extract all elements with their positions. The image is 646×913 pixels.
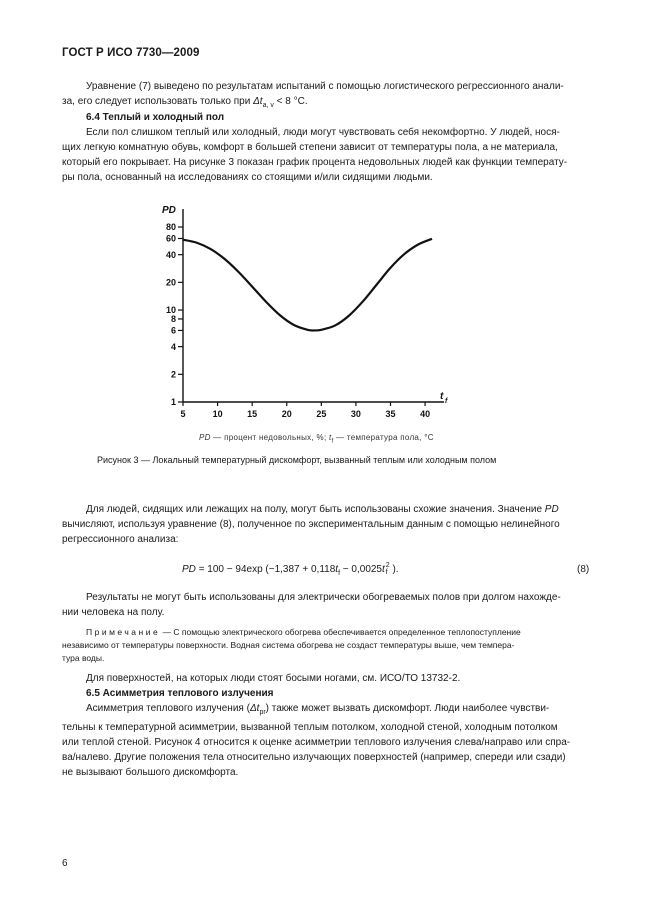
text-line: ва/налево. Другие положения тела относительно излучающих поверхностей (например, спереди или сзади) (62, 752, 566, 763)
text-line: не вызывают большого дискомфорта. (62, 767, 239, 778)
text-line: Примечание — С помощью электрического обогрева обеспечивается определенное теплопоступление (86, 627, 521, 637)
text-line: Результаты не могут быть использованы для электрически обогреваемых полов при долгом нахожде- (86, 592, 561, 603)
section-heading-6-5: 6.5 Асимметрия теплового излучения (86, 688, 274, 699)
document-header: ГОСТ Р ИСО 7730—2009 (62, 47, 200, 59)
x-axis-title: t (440, 391, 444, 402)
x-tick-label: 20 (281, 409, 292, 419)
text-line: щих легкую комнатную обувь, комфорт в большей степени зависит от температуры пола, а не материала, (62, 142, 558, 153)
text-line: или теплой стеной. Рисунок 4 относится к оценке асимметрии теплового излучения слева/направо или спра- (62, 737, 571, 748)
text-line: тельны к температурной асимметрии, вызванной теплым потолком, холодной стеной, холодным потолком (62, 722, 558, 733)
y-tick-label: 60 (165, 233, 176, 244)
paragraph-seated-lying (62, 502, 592, 547)
y-tick-label: 2 (170, 369, 176, 380)
x-tick-label: 35 (385, 409, 396, 419)
x-tick-label: 30 (350, 409, 361, 419)
y-tick-label: 8 (170, 314, 176, 325)
paragraph-electric-heating (62, 590, 592, 620)
text-line: Для людей, сидящих или лежащих на полу, могут быть использованы схожие значения. Значение PD (86, 504, 559, 515)
equation-8: PD = 100 − 94exp ($-1,387 + 0,118t_f - 0,0025t$ 2 f ). (182, 562, 399, 577)
figure-3-chart (150, 196, 470, 428)
y-tick-label: 4 (170, 341, 176, 352)
text-line: независимо от температуры поверхности. Водная система обогрева не создаст температуры выше, чем темпера- (62, 640, 515, 650)
x-tick-label: 40 (420, 409, 431, 419)
text-line: тура воды. (62, 653, 105, 663)
x-tick-label: 10 (212, 409, 223, 419)
y-tick-label: 80 (165, 222, 176, 233)
text-line: нии человека на полу. (62, 607, 165, 618)
y-axis-title: PD (162, 205, 176, 216)
figure-legend: PD — процент недовольных, %; $t_f$ — температура пола, °C (199, 433, 434, 445)
text-line: Если пол слишком теплый или холодный, люди могут чувствовать себя некомфортно. У людей, нося- (86, 127, 560, 138)
page-number: 6 (62, 858, 68, 869)
y-tick-label: 6 (170, 325, 176, 336)
text-line: ры пола, основанный на исследованиях со стоящими и/или сидящими людьми. (62, 172, 433, 183)
text-line: вычисляют, используя уравнение (8), полученное по экспериментальным данным с помощью нелинейного (62, 519, 560, 530)
y-tick-label: 20 (165, 277, 176, 288)
text-line: регрессионного анализа: (62, 534, 179, 545)
x-tick-label: 15 (247, 409, 258, 419)
text-line: Асимметрия теплового излучения $(\Delta t_{pr})$ также может вызвать дискомфорт. Люди наиболее чувстви- (86, 703, 550, 716)
paragraph-equation7-note (62, 79, 592, 113)
y-tick-label: 1 (170, 397, 176, 408)
y-tick-label: 10 (165, 305, 176, 316)
paragraph-barefoot: Для поверхностей, на которых люди стоят босыми ногами, см. ИСО/ТО 13732-2. (86, 673, 461, 684)
equation-number: (8) (577, 564, 590, 575)
y-tick-label: 40 (165, 249, 176, 260)
text-line: за, его следует использовать только при $\Delta t_{a, v} < 8$ °C. (62, 96, 308, 109)
pd-curve-line (183, 239, 432, 331)
note-label: Примечание (86, 627, 161, 637)
section-heading-6-4: 6.4 Теплый и холодный пол (86, 112, 225, 123)
x-tick-label: 5 (180, 409, 186, 419)
x-tick-label: 25 (316, 409, 327, 419)
paragraph-warm-cold-floor (62, 125, 592, 185)
x-axis-title-subscript: f (445, 398, 448, 405)
text-line: который его покрывает. На рисунке 3 показан график процента недовольных людей как функции температу- (62, 157, 568, 168)
paragraph-radiant-asymmetry (62, 701, 592, 780)
figure-caption: Рисунок 3 — Локальный температурный дискомфорт, вызванный теплым или холодным полом (97, 455, 497, 465)
note-block (62, 626, 592, 665)
text-line: Уравнение (7) выведено по результатам испытаний с помощью логистического регрессионного анали- (86, 81, 564, 92)
